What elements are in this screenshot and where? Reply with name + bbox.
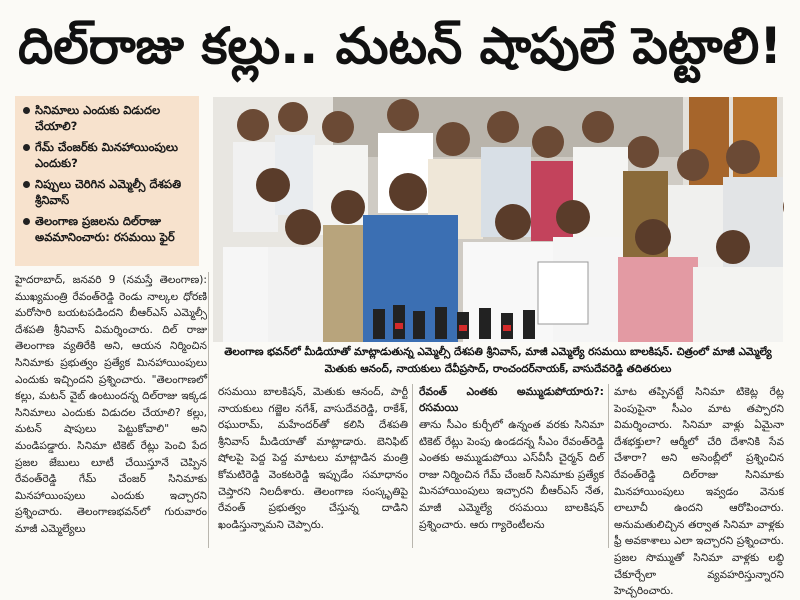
highlight-text: తెలంగాణ ప్రజలను దిల్‌రాజు అవమానించారు: రసమయి ఫైర్ <box>35 214 175 244</box>
photo-caption: తెలంగాణ భవన్‌లో మీడియాతో మాట్లాడుతున్న ఎమ్మెల్సీ దేశపతి శ్రీనివాస్, మాజీ ఎమ్మెల్యే రసమయి బాలకిషన్. చిత్రంలో మాజీ ఎమ్మెల్యే మెతుకు ఆనంద్, నాయకులు దేవీప్రసాద్, రాంచందర్‌నాయక్, వాసుదేవరెడ్డి తదితరులు <box>224 346 772 375</box>
list-item <box>23 176 193 208</box>
article-paragraph: హైదరాబాద్, జనవరి 9 (నమస్తే తెలంగాణ): ముఖ్యమంత్రి రేవంత్‌రెడ్డి రెండు నాల్కల ధోరణి మరోసారి బయటపడిందని బీఆర్‌ఎస్ ఎమ్మెల్సీ దేశపతి శ్రీనివాస్ విమర్శించారు. దిల్ రాజు తెలంగాణ వ్యతిరేకి అని, ఆయన నిర్మించిన సినిమాకు ప్రభుత్వం ప్రత్యేక మినహాయింపులు ఎందుకు ఇచ్చిందని ప్రశ్నించారు. "తెలంగాణలో కల్లు, మటన్ వైబ్ ఉంటుందన్న దిల్‌రాజు ఇక్కడ సినిమాలు ఎందుకు విడుదల చేయాలి? కల్లు, మటన్ షాపులు పెట్టుకోవాలి" అని మండిపడ్డారు. సినిమా టికెట్ రేట్లు పెంచి పేద ప్రజల జేబులు లూటీ చేయిస్తూనే చెప్పిన రేవంత్‌రెడ్డి గేమ్ చేంజర్ సినిమాకు మినహాయింపులు ఎందుకు ఇచ్చారని ప్రశ్నించారు. తెలంగాణభవన్‌లో గురువారం మాజీ ఎమ్మెల్యేలు <box>15 274 207 535</box>
list-item <box>23 102 193 134</box>
article-column-1 <box>15 272 207 548</box>
column-divider <box>412 384 413 548</box>
sidebar-highlights <box>15 96 199 266</box>
list-item <box>23 139 193 171</box>
bullet-icon <box>23 144 30 151</box>
article-paragraph: రసమయి బాలకిషన్, మెతుకు ఆనంద్, పార్టీ నాయకులు గజ్జెల నగేశ్, వాసుదేవరెడ్డి, రాకేశ్, రఘురామ్, మహేందర్‌తో కలిసి దేశపతి శ్రీనివాస్ మీడియాతో మాట్లాడారు. బెనిఫిట్ షోలపై పెద్ద పెద్ద మాటలు మాట్లాడిన మంత్రి కోమటిరెడ్డి వెంకటరెడ్డి ఇప్పుడేం సమాధానం చెప్తారని నిలదీశారు. తెలంగాణ సంస్కృతిపై రేవంత్ ప్రభుత్వం చేస్తున్న దాడిని ఖండిస్తున్నామని చెప్పారు. <box>218 386 408 531</box>
article-paragraph: మాట తప్పినట్టే సినిమా టికెట్ల రేట్ల పెంపుపైనా సీఎం మాట తప్పారని విమర్శించారు. సినిమా వాళ్లు ఏమైనా దేశభక్తులా? ఆర్మీలో చేరి దేశానికి సేవ చేశారా? అని అసెంబ్లీలో ప్రశ్నించిన రేవంత్‌రెడ్డి దిల్‌రాజు సినిమాకు మినహాయింపులు ఇవ్వడం వెనుక లాలూచీ ఉందని ఆరోపించారు. అనుమతులిచ్చిన తర్వాత సినిమా వాళ్లకు ఫ్రీ అవకాశాలు ఎలా ఇచ్చారని ప్రశ్నించారు. ప్రజల సొమ్ముతో సినిమా వాళ్లకు లబ్ధి చేకూర్చేలా వ్యవహరిస్తున్నారని హెచ్చరించారు. <box>614 386 784 598</box>
bullet-icon <box>23 107 30 114</box>
article-column-2 <box>218 384 408 548</box>
highlight-text: సినిమాలు ఎందుకు విడుదల చేయాలి? <box>35 103 161 133</box>
highlight-text: నిప్పులు చెరిగిన ఎమ్మెల్సీ దేశపతి శ్రీనివాస్ <box>35 177 182 207</box>
group-photo-illustration <box>213 97 783 342</box>
press-meet-photo <box>213 97 783 342</box>
article-paragraph: తాను సీఎం కుర్చీలో ఉన్నంత వరకు సినిమా టికెట్ రేట్లు పెంపు ఉండదన్న సీఎం రేవంత్‌రెడ్డి ఎంతకు అమ్ముడుపోయి ఎస్‌వీసీ చైర్మన్ దిల్ రాజు నిర్మించిన గేమ్ చేంజర్ సినిమాకు ప్రత్యేక మినహాయింపులు ఇచ్చారని బీఆర్‌ఎస్ నేత, మాజీ ఎమ్మెల్యే రసమయి బాలకిషన్ ప్రశ్నించారు. ఆరు గ్యారెంటీలను <box>419 419 604 531</box>
column-divider <box>208 272 209 548</box>
bullet-icon <box>23 181 30 188</box>
highlight-text: గేమ్ చేంజర్‌కు మినహాయింపులు ఎందుకు? <box>35 140 179 170</box>
subheading: రేవంత్ ఎంతకు అమ్ముడుపోయారు?: రసమయి <box>419 385 604 414</box>
article-column-4 <box>614 384 784 598</box>
list-item <box>23 213 193 245</box>
article-column-3 <box>419 384 604 548</box>
headline: దిల్‌రాజు కల్లు.. మటన్ షాపులే పెట్టాలి! <box>17 17 783 75</box>
bullet-icon <box>23 218 30 225</box>
column-divider <box>608 384 609 548</box>
highlights-list <box>23 102 193 245</box>
